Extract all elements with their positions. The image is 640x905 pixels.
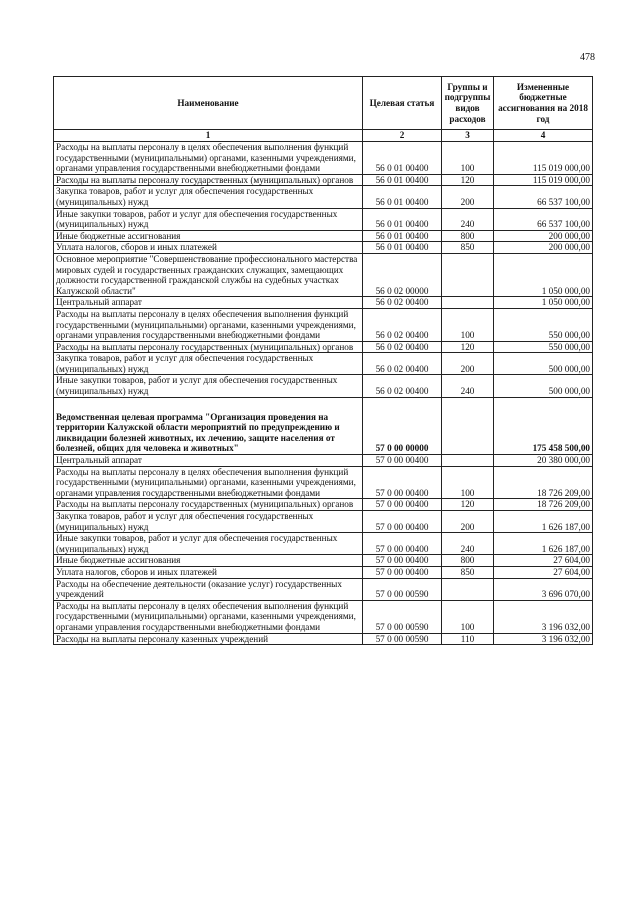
table-row	[54, 174, 593, 186]
row-group	[442, 297, 494, 309]
row-amount: 1 050 000,00	[494, 297, 593, 309]
row-group: 200	[442, 186, 494, 208]
row-code: 56 0 02 00400	[363, 341, 442, 353]
row-name: Закупка товаров, работ и услуг для обеспечения государственных (муниципальных) нужд	[54, 186, 363, 208]
table-row	[54, 353, 593, 375]
row-name: Расходы на выплаты персоналу государственных (муниципальных) органов	[54, 499, 363, 511]
row-name: Центральный аппарат	[54, 297, 363, 309]
row-amount: 115 019 000,00	[494, 142, 593, 175]
row-amount: 550 000,00	[494, 341, 593, 353]
row-name: Закупка товаров, работ и услуг для обеспечения государственных (муниципальных) нужд	[54, 511, 363, 533]
row-code: 56 0 01 00400	[363, 230, 442, 242]
table-row	[54, 533, 593, 555]
table-row	[54, 242, 593, 254]
row-code: 57 0 00 00590	[363, 578, 442, 600]
row-group: 240	[442, 208, 494, 230]
row-code: 57 0 00 00400	[363, 511, 442, 533]
row-code: 57 0 00 00000	[363, 397, 442, 454]
row-name: Расходы на выплаты персоналу в целях обеспечения выполнения функций государственными (муниципальными) органами, казенными учреждениями, органами управления государственными внебюджетными фондами	[54, 600, 363, 633]
row-name: Иные закупки товаров, работ и услуг для обеспечения государственных (муниципальных) нужд	[54, 208, 363, 230]
row-amount: 550 000,00	[494, 308, 593, 341]
row-code: 56 0 01 00400	[363, 186, 442, 208]
table-row	[54, 186, 593, 208]
table-row	[54, 230, 593, 242]
header-amount: Измененные бюджетные ассигнования на 2018 год	[494, 77, 593, 130]
column-number: 4	[494, 130, 593, 142]
row-amount: 3 196 032,00	[494, 633, 593, 645]
row-group: 800	[442, 230, 494, 242]
row-code: 57 0 00 00400	[363, 533, 442, 555]
budget-table	[53, 76, 593, 645]
row-group: 100	[442, 308, 494, 341]
table-row	[54, 578, 593, 600]
row-amount: 27 604,00	[494, 566, 593, 578]
table-row	[54, 253, 593, 296]
table-row	[54, 633, 593, 645]
row-name: Расходы на выплаты персоналу казенных учреждений	[54, 633, 363, 645]
table-row	[54, 555, 593, 567]
table-row	[54, 455, 593, 467]
row-group	[442, 397, 494, 454]
row-name: Центральный аппарат	[54, 455, 363, 467]
table-row	[54, 566, 593, 578]
row-code: 57 0 00 00400	[363, 499, 442, 511]
row-amount: 18 726 209,00	[494, 499, 593, 511]
row-code: 57 0 00 00590	[363, 633, 442, 645]
row-group: 120	[442, 341, 494, 353]
row-group: 110	[442, 633, 494, 645]
row-name: Расходы на выплаты персоналу государственных (муниципальных) органов	[54, 174, 363, 186]
row-name: Расходы на выплаты персоналу в целях обеспечения выполнения функций государственными (муниципальными) органами, казенными учреждениями, органами управления государственными внебюджетными фондами	[54, 142, 363, 175]
row-amount: 3 196 032,00	[494, 600, 593, 633]
row-amount: 175 458 500,00	[494, 397, 593, 454]
row-group: 100	[442, 466, 494, 499]
row-code: 57 0 00 00590	[363, 600, 442, 633]
row-group: 240	[442, 375, 494, 397]
row-code: 56 0 02 00400	[363, 308, 442, 341]
row-amount: 3 696 070,00	[494, 578, 593, 600]
row-name: Иные бюджетные ассигнования	[54, 555, 363, 567]
row-name: Расходы на выплаты персоналу государственных (муниципальных) органов	[54, 341, 363, 353]
table-row	[54, 308, 593, 341]
column-number: 3	[442, 130, 494, 142]
row-code: 57 0 00 00400	[363, 566, 442, 578]
row-amount: 66 537 100,00	[494, 208, 593, 230]
row-group: 850	[442, 566, 494, 578]
row-name: Уплата налогов, сборов и иных платежей	[54, 242, 363, 254]
row-code: 56 0 01 00400	[363, 174, 442, 186]
row-amount: 66 537 100,00	[494, 186, 593, 208]
header-name: Наименование	[54, 77, 363, 130]
row-amount: 1 050 000,00	[494, 253, 593, 296]
row-amount: 500 000,00	[494, 353, 593, 375]
row-code: 57 0 00 00400	[363, 455, 442, 467]
row-code: 57 0 00 00400	[363, 555, 442, 567]
row-name: Иные закупки товаров, работ и услуг для обеспечения государственных (муниципальных) нужд	[54, 375, 363, 397]
table-row	[54, 375, 593, 397]
header-target: Целевая статья	[363, 77, 442, 130]
row-name: Закупка товаров, работ и услуг для обеспечения государственных (муниципальных) нужд	[54, 353, 363, 375]
row-code: 56 0 02 00400	[363, 375, 442, 397]
row-group: 120	[442, 499, 494, 511]
table-row	[54, 208, 593, 230]
row-group	[442, 253, 494, 296]
table-row	[54, 499, 593, 511]
row-group: 850	[442, 242, 494, 254]
row-group	[442, 455, 494, 467]
table-row-program	[54, 397, 593, 454]
row-amount: 115 019 000,00	[494, 174, 593, 186]
row-code: 56 0 01 00400	[363, 242, 442, 254]
row-amount: 27 604,00	[494, 555, 593, 567]
row-amount: 20 380 000,00	[494, 455, 593, 467]
table-row	[54, 466, 593, 499]
row-group: 120	[442, 174, 494, 186]
row-group: 200	[442, 511, 494, 533]
row-amount: 18 726 209,00	[494, 466, 593, 499]
column-number-row	[54, 130, 593, 142]
row-code: 57 0 00 00400	[363, 466, 442, 499]
row-name: Расходы на обеспечение деятельности (оказание услуг) государственных учреждений	[54, 578, 363, 600]
table-row	[54, 297, 593, 309]
header-group: Группы и подгруппы видов расходов	[442, 77, 494, 130]
row-group	[442, 578, 494, 600]
page-number: 478	[580, 52, 595, 63]
table-row	[54, 341, 593, 353]
row-name: Иные закупки товаров, работ и услуг для обеспечения государственных (муниципальных) нужд	[54, 533, 363, 555]
row-name: Иные бюджетные ассигнования	[54, 230, 363, 242]
row-amount: 200 000,00	[494, 242, 593, 254]
row-group: 100	[442, 142, 494, 175]
row-name: Расходы на выплаты персоналу в целях обеспечения выполнения функций государственными (муниципальными) органами, казенными учреждениями, органами управления государственными внебюджетными фондами	[54, 466, 363, 499]
row-amount: 200 000,00	[494, 230, 593, 242]
row-name: Ведомственная целевая программа "Организация проведения на территории Калужской области мероприятий по предупреждению и ликвидации болезней животных, их лечению, защите населения от болезней, общих для человека и животных"	[54, 397, 363, 454]
row-amount: 1 626 187,00	[494, 511, 593, 533]
table-row	[54, 600, 593, 633]
row-group: 200	[442, 353, 494, 375]
table-row	[54, 511, 593, 533]
row-code: 56 0 02 00400	[363, 353, 442, 375]
column-number: 1	[54, 130, 363, 142]
row-amount: 1 626 187,00	[494, 533, 593, 555]
row-group: 800	[442, 555, 494, 567]
row-amount: 500 000,00	[494, 375, 593, 397]
table-row	[54, 142, 593, 175]
row-code: 56 0 01 00400	[363, 208, 442, 230]
row-name: Уплата налогов, сборов и иных платежей	[54, 566, 363, 578]
row-code: 56 0 02 00000	[363, 253, 442, 296]
row-code: 56 0 01 00400	[363, 142, 442, 175]
row-group: 240	[442, 533, 494, 555]
row-code: 56 0 02 00400	[363, 297, 442, 309]
column-number: 2	[363, 130, 442, 142]
header-row	[54, 77, 593, 130]
row-group: 100	[442, 600, 494, 633]
row-name: Основное мероприятие "Совершенствование профессионального мастерства мировых судей и государственных гражданских служащих, замещающих должности государственной гражданской службы на судебных участках Калужской области"	[54, 253, 363, 296]
row-name: Расходы на выплаты персоналу в целях обеспечения выполнения функций государственными (муниципальными) органами, казенными учреждениями, органами управления государственными внебюджетными фондами	[54, 308, 363, 341]
